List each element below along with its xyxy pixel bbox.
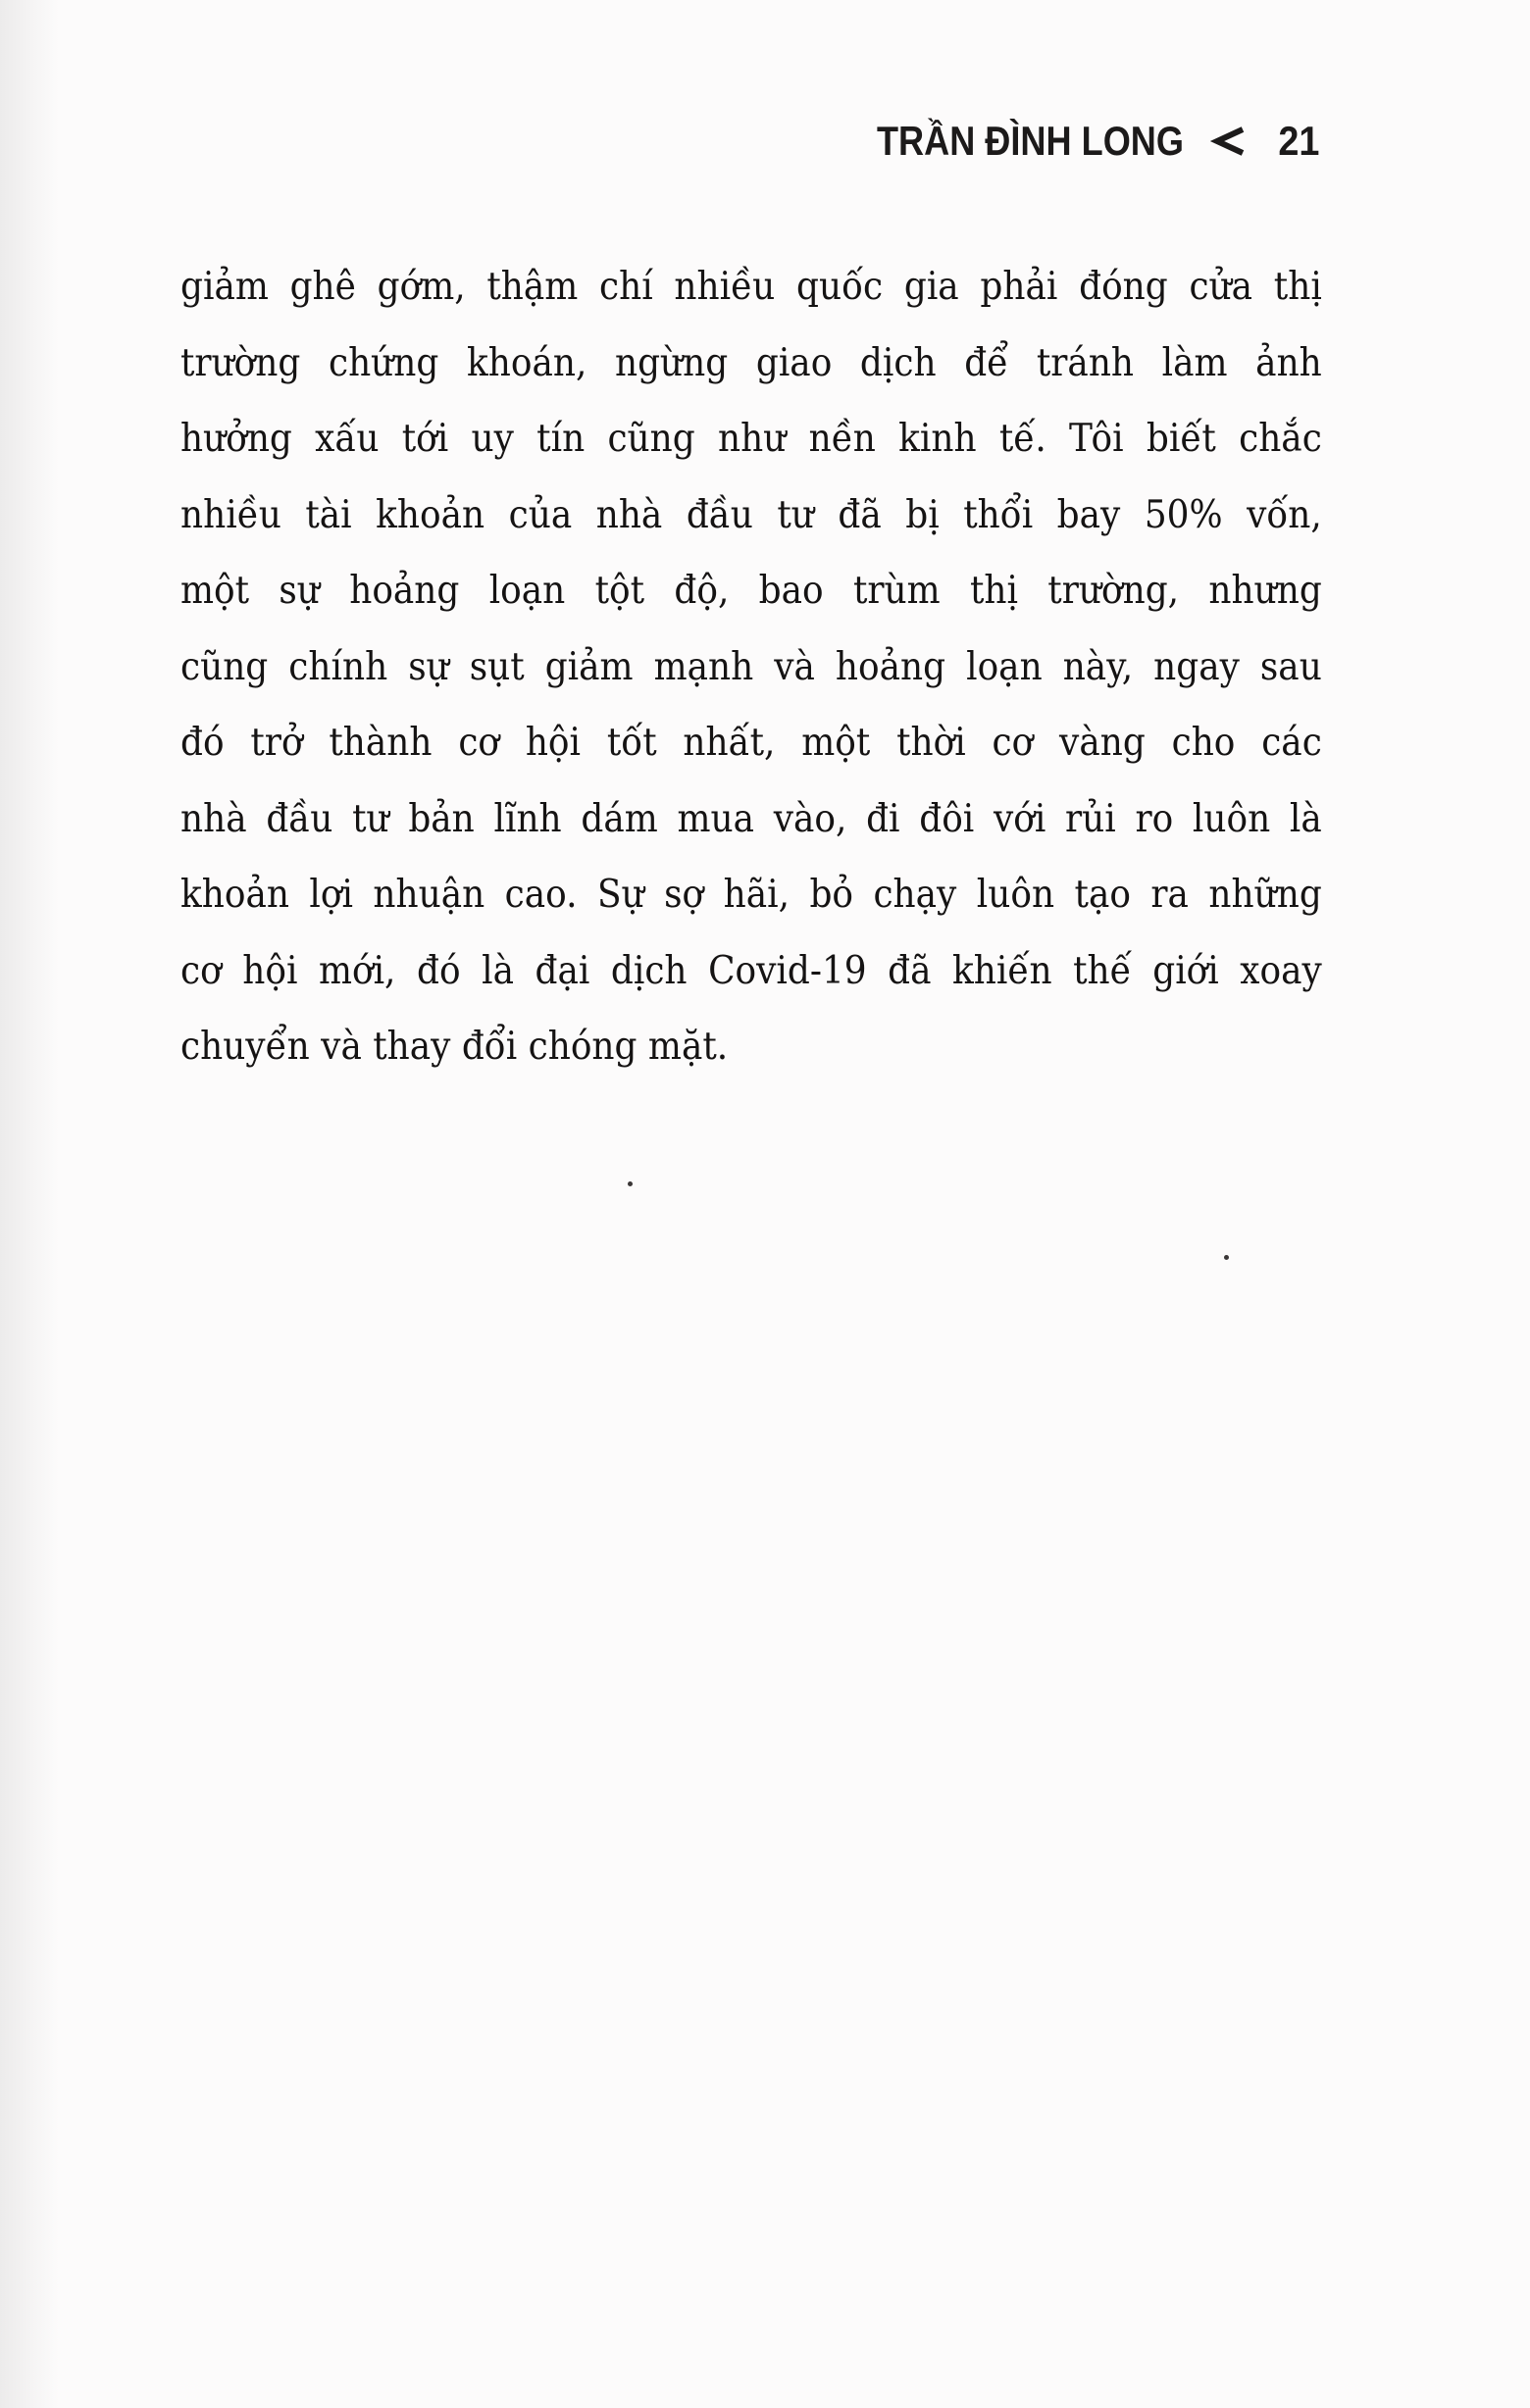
text-line: chuyển và thay đổi chóng mặt. — [180, 1025, 729, 1069]
text-line: cũng chính sự sụt giảm mạnh và hoảng loạn này, ngay sau — [180, 644, 1322, 689]
text-line: hưởng xấu tới uy tín cũng như nền kinh tế. Tôi biết chắc — [180, 417, 1322, 461]
text-line: một sự hoảng loạn tột độ, bao trùm thị trường, nhưng — [180, 569, 1322, 613]
text-line: nhiều tài khoản của nhà đầu tư đã bị thổi bay 50% vốn, — [180, 492, 1322, 537]
print-speck — [628, 1181, 633, 1186]
text-line: trường chứng khoán, ngừng giao dịch để tránh làm ảnh — [180, 340, 1322, 385]
print-speck — [1224, 1255, 1229, 1260]
author-name: TRẦN ĐÌNH LONG — [877, 118, 1185, 164]
text-line: đó trở thành cơ hội tốt nhất, một thời cơ vàng cho các — [180, 721, 1322, 765]
page-gutter-shadow — [0, 0, 59, 2408]
running-header — [827, 118, 1322, 165]
body-paragraph — [180, 249, 1322, 1085]
text-line: cơ hội mới, đó là đại dịch Covid-19 đã khiến thế giới xoay — [180, 948, 1322, 993]
page-number: 21 — [1278, 118, 1320, 164]
text-line: nhà đầu tư bản lĩnh dám mua vào, đi đôi với rủi ro luôn là — [180, 796, 1322, 841]
text-line: khoản lợi nhuận cao. Sự sợ hãi, bỏ chạy luôn tạo ra những — [180, 873, 1322, 917]
text-line: giảm ghê gớm, thậm chí nhiều quốc gia phải đóng cửa thị — [180, 265, 1322, 309]
chevron-left-icon — [1209, 124, 1249, 159]
